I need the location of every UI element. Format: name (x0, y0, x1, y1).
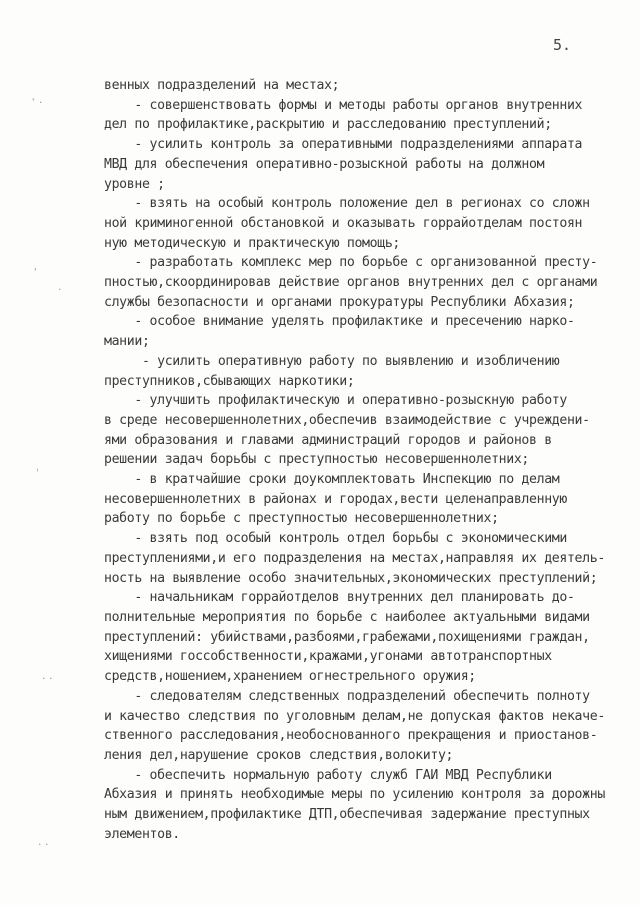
document-body (104, 76, 624, 844)
text-line: работу по борьбе с преступностью несовершеннолетних; (104, 511, 499, 527)
text-line: - взять под особый контроль отдел борьбы с экономическими (104, 531, 567, 547)
margin-mark: ʿ · (32, 96, 43, 109)
text-line: преступлений: убийствами,разбоями,грабежами,похищениями граждан, (104, 629, 590, 645)
text-line: - следователям следственных подразделений обеспечить полноту (104, 688, 590, 704)
text-line: - усилить оперативную работу по выявлению и изобличению (104, 353, 560, 369)
margin-mark: · · (42, 672, 53, 685)
text-line: - начальникам горрайотделов внутренних дел планировать до- (104, 590, 575, 606)
text-line: и качество следствия по уголовным делам,не допуская фактов некаче- (104, 708, 605, 724)
text-line: мании; (104, 334, 150, 350)
text-line: в среде несовершеннолетних,обеспечив взаимодействие с учреждени- (104, 412, 590, 428)
text-line: преступников,сбывающих наркотики; (104, 373, 355, 389)
text-line: элементов. (104, 826, 180, 842)
text-line: - в кратчайшие сроки доукомплектовать Инспекцию по делам (104, 472, 560, 488)
text-line: - особое внимание уделять профилактике и пресечению нарко- (104, 314, 575, 330)
text-line: полнительные мероприятия по борьбе с наиболее актуальными видами (104, 609, 590, 625)
text-line: - взять на особый контроль положение дел в регионах со сложн (104, 196, 590, 212)
text-line: - обеспечить нормальную работу служб ГАИ МВД Республики (104, 767, 552, 783)
text-line: - усилить контроль за оперативными подразделениями аппарата (104, 137, 583, 153)
text-line: МВД для обеспечения оперативно-розыскной работы на должном (104, 156, 545, 172)
text-line: Абхазия и принять необходимые меры по усилению контроля за дорожны (104, 787, 605, 803)
text-line: ной криминогенной обстановкой и оказывать горрайотделам постоян (104, 215, 583, 231)
text-line: средств,ношением,хранением огнестрельного оружия; (104, 669, 476, 685)
text-line: - совершенствовать формы и методы работы органов внутренних (104, 97, 583, 113)
text-line: преступлениями,и его подразделения на местах,направляя их деятель- (104, 550, 605, 566)
margin-mark: ʾ (34, 266, 38, 279)
text-line: решении задач борьбы с преступностью несовершеннолетних; (104, 452, 530, 468)
margin-mark: ˌ (36, 460, 40, 473)
text-line: - разработать комплекс мер по борьбе с организованной престу- (104, 255, 598, 271)
text-line: хищениями госсобственности,кражами,угонами автотранспортных (104, 649, 552, 665)
text-line: пностью,скоординировав действие органов внутренних дел с органами (104, 275, 598, 291)
text-line: венных подразделений на местах; (104, 78, 340, 93)
text-line: ями образования и главами администраций городов и районов в (104, 432, 552, 448)
text-line: ления дел,нарушение сроков следствия,волокиту; (104, 747, 454, 763)
text-line: - улучшить профилактическую и оперативно-розыскную работу (104, 393, 567, 409)
page-number: 5. (553, 36, 572, 54)
text-line: ственного расследования,необоснованного прекращения и приостанов- (104, 728, 598, 744)
text-line: уровне ; (104, 176, 165, 192)
margin-mark: · · (38, 838, 49, 851)
text-line: ным движением,профилактике ДТП,обеспечивая задержание преступных (104, 807, 590, 823)
text-line: дел по профилактике,раскрытию и расследованию преступлений; (104, 117, 552, 133)
text-line: ность на выявление особо значительных,экономических преступлений; (104, 570, 598, 586)
text-line: службы безопасности и органами прокуратуры Республики Абхазия; (104, 294, 575, 310)
text-line: ную методическую и практическую помощь; (104, 235, 400, 251)
margin-mark: · (58, 283, 62, 296)
text-line: несовершеннолетних в районах и городах,вести целенаправленную (104, 491, 567, 507)
